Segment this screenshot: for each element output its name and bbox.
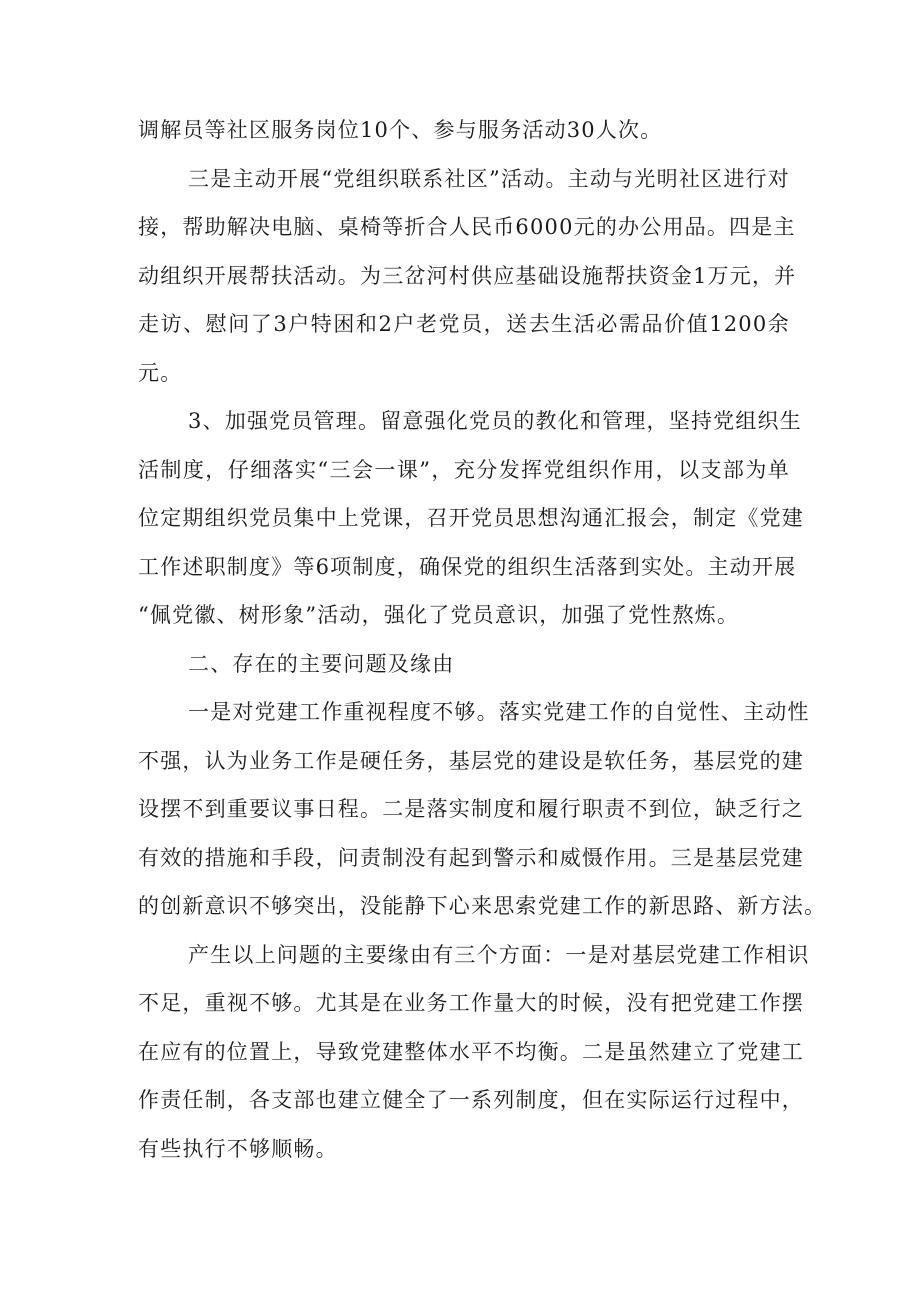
document-line: 接，帮助解决电脑、桌椅等折合人民币6000元的办公用品。四是主 <box>138 215 796 239</box>
document-line: 有些执行不够顺畅。 <box>138 1136 338 1161</box>
document-line: 动组织开展帮扶活动。为三岔河村供应基础设施帮扶资金1万元，并 <box>138 263 797 288</box>
document-line: 位定期组织党员集中上党课，召开党员思想沟通汇报会，制定《党建 <box>138 506 804 530</box>
document-line: 设摆不到重要议事日程。二是落实制度和履行职责不到位，缺乏行之 <box>138 797 804 821</box>
document-line: 的创新意识不够突出，没能静下心来思索党建工作的新思路、新方法。 <box>138 894 827 918</box>
document-line: “佩党徽、树形象”活动，强化了党员意识，加强了党性熬炼。 <box>138 603 740 627</box>
document-line: 走访、慰问了3户特困和2户老党员，送去生活必需品价值1200余 <box>138 312 790 336</box>
document-line: 元。 <box>138 360 183 385</box>
document-line: 活制度，仔细落实“三会一课”，充分发挥党组织作用，以支部为单 <box>138 457 790 482</box>
document-line: 工作述职制度》等6项制度，确保党的组织生活落到实处。主动开展 <box>138 554 797 579</box>
document-line: 不足，重视不够。尤其是在业务工作量大的时候，没有把党建工作摆 <box>138 991 804 1015</box>
document-line: 作责任制，各支部也建立健全了一系列制度，但在实际运行过程中， <box>138 1088 804 1112</box>
document-line: 产生以上问题的主要缘由有三个方面：一是对基层党建工作相识 <box>188 942 810 967</box>
document-line: 一是对党建工作重视程度不够。落实党建工作的自觉性、主动性 <box>188 700 810 724</box>
document-line: 在应有的位置上，导致党建整体水平不均衡。二是虽然建立了党建工 <box>138 1039 804 1064</box>
document-body <box>138 106 827 1173</box>
document-line: 调解员等社区服务岗位10个、参与服务活动30人次。 <box>138 118 663 142</box>
document-line: 3、加强党员管理。留意强化党员的教化和管理，坚持党组织生 <box>188 409 802 433</box>
document-line: 二、存在的主要问题及缘由 <box>188 651 455 676</box>
document-line: 三是主动开展“党组织联系社区”活动。主动与光明社区进行对 <box>188 166 790 191</box>
document-line: 有效的措施和手段，问责制没有起到警示和威慑作用。三是基层党建 <box>138 845 804 870</box>
document-line: 不强，认为业务工作是硬任务，基层党的建设是软任务，基层党的建 <box>138 748 804 773</box>
